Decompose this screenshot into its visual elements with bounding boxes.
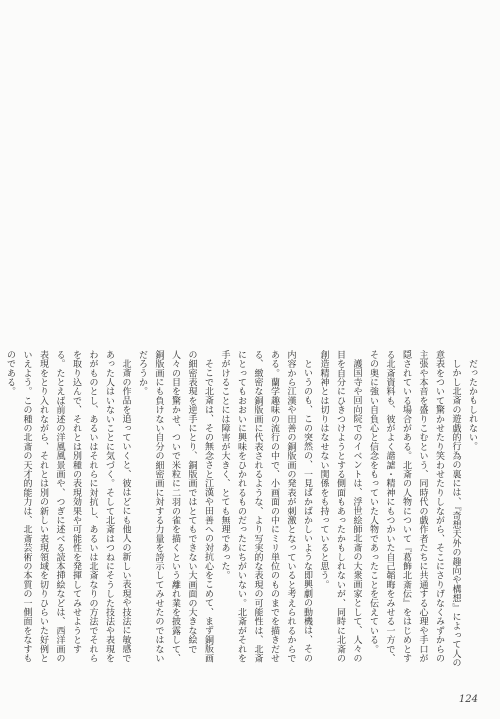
paragraph: 北斎の作品を追っていくと、彼はどにも他人の新しい表現や技法に敏感であった人はいないことに気づく。そして北斎はつねにそうした技法や表現をわがものとし、あるいはそれらに対抗し、あるいは北斎なりの方法でそれらを取り込んで、それとは別種の表現効果や可能性を発揮してみせようとする。たとえば前述の洋風風景画や、つぎに述べる読本挿絵などは、西洋画の表現をとり入れながら、それとは別の新しい表現領域を切りひらいた好例といえよう。この種の北斎の天才的能力は、北斎芸術の本質の一側面をなすものである。 <box>5 350 131 663</box>
paragraph: だったかもしれない。 <box>467 359 477 451</box>
paragraph: しかし北斎の遊戯的行為の裏には、『奇想天外の趣向や構想』によって人の意表をついて驚かせたり笑わせたりしながら、そこにさりげなくみずからの主張や本音を盛りこむという、同時代の戯作者たちに共通する心理や手口が隠されている場合がある。北斎の人物について『葛飾北斎伝』をはじめとする北斎資料も、彼がよく諧謔・精神にもつかいた自己韜晦をみせる一方で、その奥に強い自負心と信念をもっていた人物であったことを伝えている。 <box>368 350 461 668</box>
paragraph: そこで北斎は、その無念さと江漢や田善への対抗心をこめて、まず銅版画の細密表現を逆手にとり、銅版画ではとてもできない大画面の大きな絵で人々の目を驚かせ、ついで米粒に二羽の雀を描くという離れ業を披露して、銅版画にも負けない自分の細密画に対する力量を誇示してみせたのではないだろうか。 <box>137 350 213 663</box>
page-number: 124 <box>458 694 478 705</box>
vertical-text-block <box>5 350 480 670</box>
paragraph: 護国寺や回向院でのイベントは、浮世絵師北斎の大衆画家として、人々の目を自分にひきつけようとする側面もあったかもしれないが、同時に北斎の創造精神とは切りはなせない関係をも持っていると思う。 <box>318 350 362 663</box>
paragraph: というのも、この突然の、一見ばかばかしいような即興劇の動機は、その内容から江漢や田善の銅版画の発表が刺激となっていると考えられるからである。蘭学趣味の流行の中で、小画面の中にミリ単位のものまでを描きだせる、緻密な銅版画に代表されるような、より写実的な表現の可能性は、北斎にとってもおおいに興味をひかれるものだったにちがいない。北斎がそれを手がけることには障害が大きく、とても無理であった。 <box>219 350 312 663</box>
